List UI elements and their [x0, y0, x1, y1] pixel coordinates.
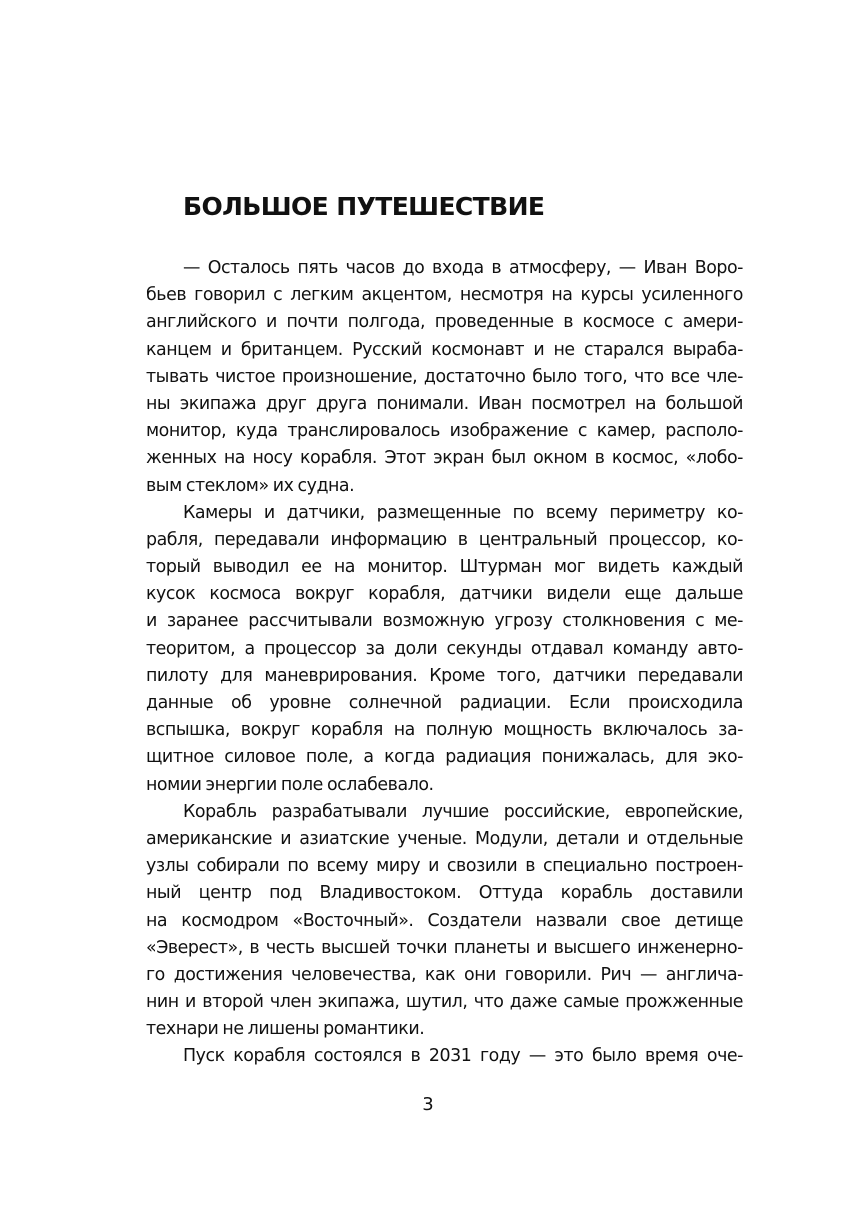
chapter-title: БОЛЬШОЕ ПУТЕШЕСТВИЕ: [183, 192, 545, 221]
text-line: канцем и британцем. Русский космонавт и не старался выраба-: [146, 339, 743, 360]
text-line: кусок космоса вокруг корабля, датчики видели еще дальше: [146, 584, 743, 605]
text-line: женных на носу корабля. Этот экран был окном в космос, «лобо-: [146, 448, 743, 469]
text-line: монитор, куда транслировалось изображение с камер, располо-: [146, 421, 743, 442]
text-line: щитное силовое поле, а когда радиация понижалась, для эко-: [146, 747, 743, 768]
text-line: и заранее рассчитывали возможную угрозу столкновения с ме-: [146, 611, 743, 632]
text-line: американские и азиатские ученые. Модули, детали и отдельные: [146, 828, 743, 849]
page-number: 3: [422, 1094, 434, 1115]
text-line: на космодром «Восточный». Создатели назвали свое детище: [146, 910, 743, 931]
text-line: нин и второй член экипажа, шутил, что даже самые прожженные: [146, 992, 743, 1013]
text-line: английского и почти полгода, проведенные в космосе с амери-: [146, 312, 743, 333]
text-line: Камеры и датчики, размещенные по всему периметру ко-: [183, 502, 743, 523]
text-line: Корабль разрабатывали лучшие российские, европейские,: [183, 801, 743, 822]
text-line: Пуск корабля состоялся в 2031 году — это было время оче-: [183, 1046, 743, 1067]
body-text: [146, 255, 743, 1071]
text-line: — Осталось пять часов до входа в атмосферу, — Иван Воро-: [183, 258, 743, 278]
text-line: ны экипажа друг друга понимали. Иван посмотрел на большой: [146, 393, 743, 414]
text-line: го достижения человечества, как они говорили. Рич — англича-: [146, 964, 743, 985]
text-line: пилоту для маневрирования. Кроме того, датчики передавали: [146, 665, 743, 686]
text-line: узлы собирали по всему миру и свозили в специально построен-: [146, 856, 743, 877]
text-line: «Эверест», в честь высшей точки планеты и высшего инженерно-: [146, 937, 743, 958]
text-line: технари не лишены романтики.: [146, 1019, 425, 1040]
text-line: тывать чистое произношение, достаточно было того, что все чле-: [146, 366, 743, 387]
text-line: бьев говорил с легким акцентом, несмотря на курсы усиленного: [146, 285, 743, 306]
text-line: номии энергии поле ослабевало.: [146, 774, 434, 795]
text-line: рабля, передавали информацию в центральный процессор, ко-: [146, 529, 743, 550]
text-line: торый выводил ее на монитор. Штурман мог видеть каждый: [146, 557, 743, 578]
text-line: данные об уровне солнечной радиации. Если происходила: [146, 693, 743, 713]
text-line: теоритом, а процессор за доли секунды отдавал команду авто-: [146, 638, 743, 659]
text-line: ный центр под Владивостоком. Оттуда корабль доставили: [146, 883, 743, 904]
text-line: вым стеклом» их судна.: [146, 475, 355, 496]
text-line: вспышка, вокруг корабля на полную мощность включалось за-: [146, 720, 743, 741]
